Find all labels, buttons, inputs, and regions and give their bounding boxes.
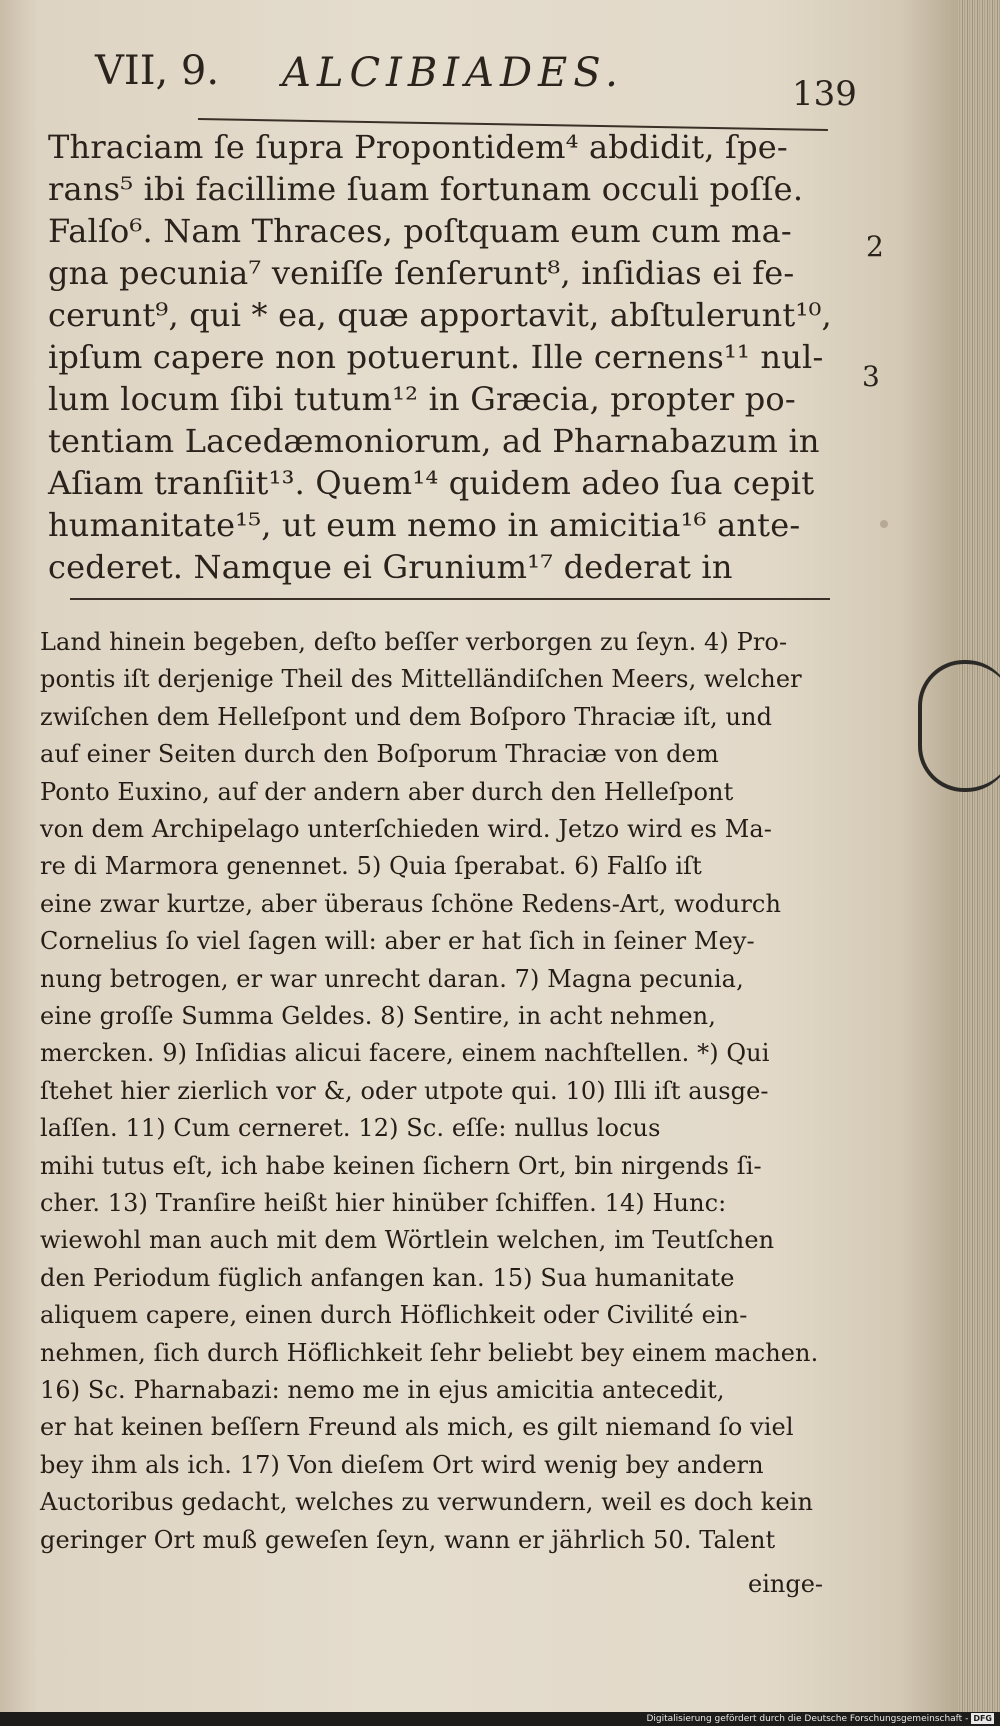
footnote-line: 16) Sc. Pharnabazi: nemo me in ejus amicitia antecedit,: [40, 1376, 725, 1404]
latin-line: ipſum capere non potuerunt. Ille cernens¹¹ nul-: [48, 338, 824, 376]
footnote-line: aliquem capere, einen durch Höflichkeit oder Civilité ein-: [40, 1301, 748, 1330]
footnote-line: eine groſſe Summa Geldes. 8) Sentire, in acht nehmen,: [40, 1002, 716, 1030]
footer-credit-line: [646, 1712, 994, 1726]
latin-line: cederet. Namque ei Grunium¹⁷ dederat in: [48, 548, 733, 586]
footnote-line: Cornelius ſo viel ſagen will: aber er hat ſich in ſeiner Mey-: [40, 927, 755, 956]
running-head-chapter: VII, 9.: [95, 48, 220, 94]
latin-line: Aſiam tranſiit¹³. Quem¹⁴ quidem adeo ſua cepit: [48, 464, 815, 502]
footnote-line: mercken. 9) Inſidias alicui facere, einem nachſtellen. *) Qui: [40, 1039, 770, 1068]
latin-line: rans⁵ ibi facillime ſuam fortunam occuli poſſe.: [48, 170, 804, 208]
margin-section-number: 2: [866, 230, 884, 263]
footnote-line: pontis iſt derjenige Theil des Mittelländiſchen Meers, welcher: [40, 665, 802, 694]
footnote-line: von dem Archipelago unterſchieden wird. Jetzo wird es Ma-: [40, 815, 772, 843]
footnote-line: eine zwar kurtze, aber überaus ſchöne Redens-Art, wodurch: [40, 889, 782, 918]
footnote-line: Land hinein begeben, deſto beſſer verborgen zu ſeyn. 4) Pro-: [40, 628, 788, 656]
latin-line: humanitate¹⁵, ut eum nemo in amicitia¹⁶ ante-: [48, 506, 801, 544]
footnote-line: er hat keinen beſſern Freund als mich, es gilt niemand ſo viel: [40, 1413, 794, 1442]
footnote-line: laſſen. 11) Cum cerneret. 12) Sc. eſſe: nullus locus: [40, 1114, 661, 1143]
footer-credit: Digitalisierung gefördert durch die Deutsche Forschungsgemeinschaft -: [646, 1714, 969, 1724]
footnote-line: Ponto Euxino, auf der andern aber durch den Helleſpont: [40, 777, 734, 806]
running-head-title: ALCIBIADES.: [282, 50, 624, 96]
footnote-line: ſtehet hier zierlich vor &, oder utpote qui. 10) Illi iſt ausge-: [40, 1076, 769, 1105]
footnote-line: bey ihm als ich. 17) Von dieſem Ort wird wenig bey andern: [40, 1450, 764, 1479]
page-edges: [958, 0, 1000, 1712]
latin-line: cerunt⁹, qui * ea, quæ apportavit, abſtulerunt¹⁰,: [48, 296, 832, 334]
footnote-line: cher. 13) Tranſire heißt hier hinüber ſchiffen. 14) Hunc:: [40, 1189, 727, 1217]
digitization-footer: [0, 1712, 1000, 1726]
latin-line: Thraciam ſe ſupra Propontidem⁴ abdidit, ſpe-: [48, 128, 788, 166]
latin-line: lum locum ſibi tutum¹² in Græcia, propter po-: [48, 380, 796, 418]
footnote-line: nehmen, ſich durch Höflichkeit ſehr beliebt bey einem machen.: [40, 1338, 819, 1367]
footnote-line: zwiſchen dem Helleſpont und dem Boſporo Thraciæ iſt, und: [40, 702, 773, 731]
latin-line: Falſo⁶. Nam Thraces, poſtquam eum cum ma-: [48, 212, 792, 250]
footnote-line: mihi tutus eſt, ich habe keinen ſichern Ort, bin nirgends ſi-: [40, 1151, 762, 1180]
footnote-line: nung betrogen, er war unrecht daran. 7) Magna pecunia,: [40, 964, 744, 993]
latin-line: tentiam Lacedæmoniorum, ad Pharnabazum in: [48, 422, 820, 460]
footnote-line: re di Marmora genennet. 5) Quia ſperabat. 6) Falſo iſt: [40, 852, 702, 881]
footnote-line: geringer Ort muß geweſen ſeyn, wann er jährlich 50. Talent: [40, 1525, 776, 1554]
catchword: einge-: [748, 1570, 824, 1598]
book-clamp: [918, 660, 1000, 792]
paper-stain: [880, 520, 888, 528]
footnote-line: wiewohl man auch mit dem Wörtlein welchen, im Teutſchen: [40, 1226, 775, 1255]
footnote-line: Auctoribus gedacht, welches zu verwundern, weil es doch kein: [40, 1488, 814, 1517]
footnote-rule: [70, 598, 830, 600]
margin-section-number: 3: [862, 360, 880, 393]
dfg-logo: DFG: [973, 1714, 992, 1723]
footnote-line: den Periodum füglich anfangen kan. 15) Sua humanitate: [40, 1263, 735, 1292]
latin-line: gna pecunia⁷ veniſſe ſenſerunt⁸, inſidias ei fe-: [48, 254, 795, 292]
footnote-line: auf einer Seiten durch den Boſporum Thraciæ von dem: [40, 740, 719, 769]
page-number: 139: [792, 74, 857, 114]
